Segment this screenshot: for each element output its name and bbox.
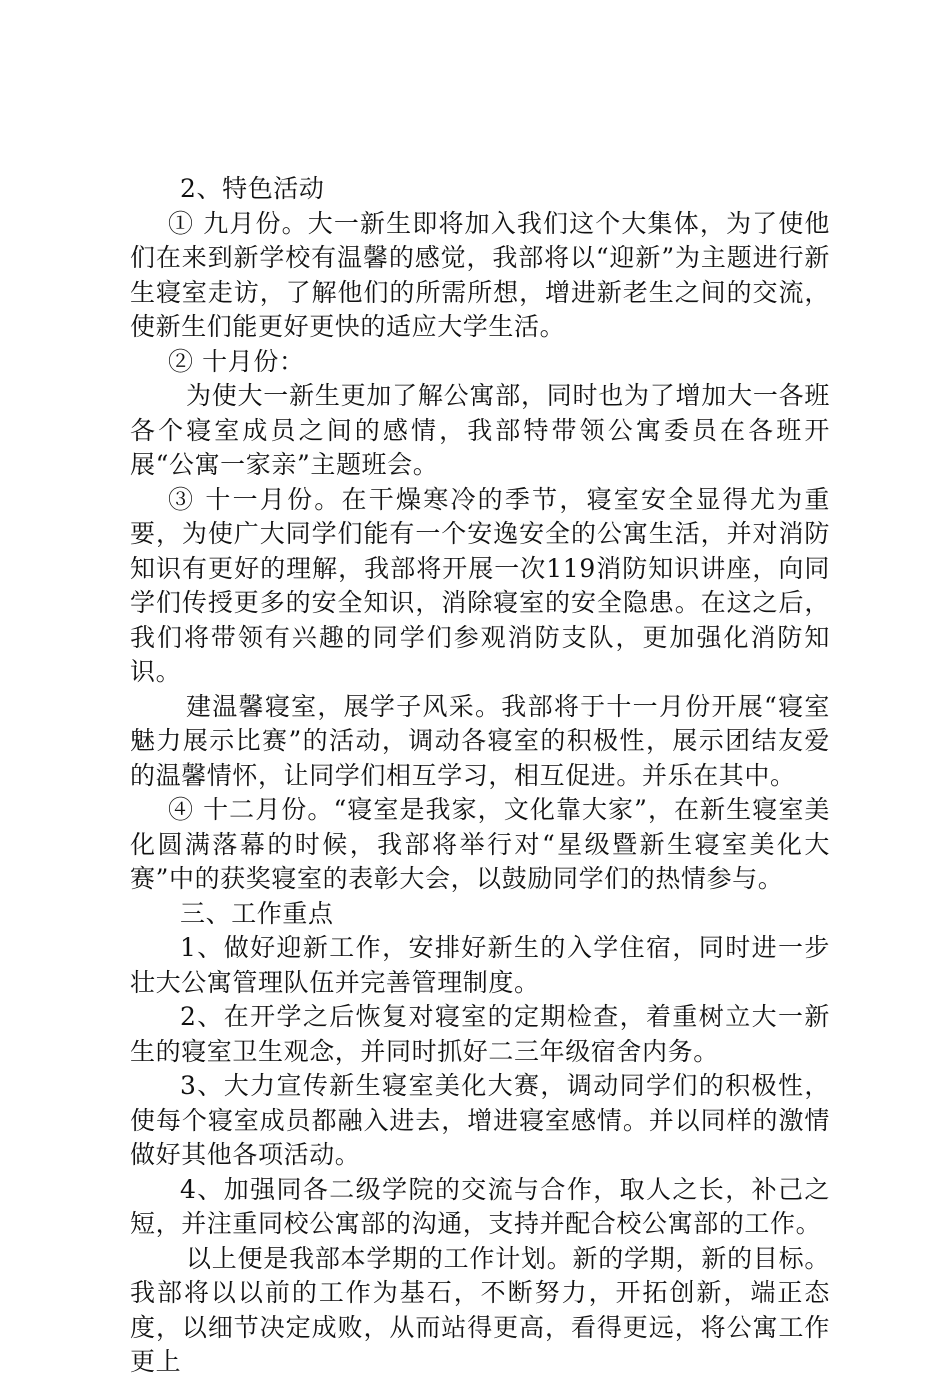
paragraph-focus-1: 1、做好迎新工作，安排好新生的入学住宿，同时进一步壮大公寓管理队伍并完善管理制度。 bbox=[130, 933, 830, 997]
section-heading-work-focus: 三、工作重点 bbox=[180, 898, 334, 928]
paragraph-september: ① 九月份。大一新生即将加入我们这个大集体，为了使他们在来到新学校有温馨的感觉，我部将以“迎新”为主题进行新生寝室走访，了解他们的所需所想，增进新老生之间的交流，使新生们能更好更快的适应大学生活。 bbox=[130, 208, 830, 341]
paragraph-dorm-competition: 建温馨寝室，展学子风采。我部将于十一月份开展“寝室魅力展示比赛”的活动，调动各寝室的积极性，展示团结友爱的温馨情怀，让同学们相互学习，相互促进。并乐在其中。 bbox=[130, 691, 830, 790]
paragraph-october-heading: ② 十月份： bbox=[168, 346, 305, 376]
paragraph-conclusion: 以上便是我部本学期的工作计划。新的学期，新的目标。我部将以以前的工作为基石，不断努力，开拓创新，端正态度，以细节决定成败，从而站得更高，看得更远，将公寓工作更上 bbox=[130, 1243, 830, 1376]
paragraph-november: ③ 十一月份。在干燥寒冷的季节，寝室安全显得尤为重要，为使广大同学们能有一个安逸安全的公寓生活，并对消防知识有更好的理解，我部将开展一次119消防知识讲座，向同学们传授更多的安全知识，消除寝室的安全隐患。在这之后，我们将带领有兴趣的同学们参观消防支队，更加强化消防知识。 bbox=[130, 484, 830, 686]
document-body bbox=[130, 172, 830, 1380]
paragraph-december: ④ 十二月份。“寝室是我家，文化靠大家”，在新生寝室美化圆满落幕的时候，我部将举行对“星级暨新生寝室美化大赛”中的获奖寝室的表彰大会，以鼓励同学们的热情参与。 bbox=[130, 795, 830, 893]
paragraph-october-body: 为使大一新生更加了解公寓部，同时也为了增加大一各班各个寝室成员之间的感情，我部特带领公寓委员在各班开展“公寓一家亲”主题班会。 bbox=[130, 381, 830, 479]
section-heading-special-activities: 2、特色活动 bbox=[180, 174, 325, 203]
paragraph-focus-4: 4、加强同各二级学院的交流与合作，取人之长，补己之短，并注重同校公寓部的沟通，支持并配合校公寓部的工作。 bbox=[130, 1174, 830, 1238]
paragraph-focus-2: 2、在开学之后恢复对寝室的定期检查，着重树立大一新生的寝室卫生观念，并同时抓好二三年级宿舍内务。 bbox=[130, 1002, 830, 1066]
paragraph-focus-3: 3、大力宣传新生寝室美化大赛，调动同学们的积极性，使每个寝室成员都融入进去，增进寝室感情。并以同样的激情做好其他各项活动。 bbox=[130, 1071, 830, 1169]
